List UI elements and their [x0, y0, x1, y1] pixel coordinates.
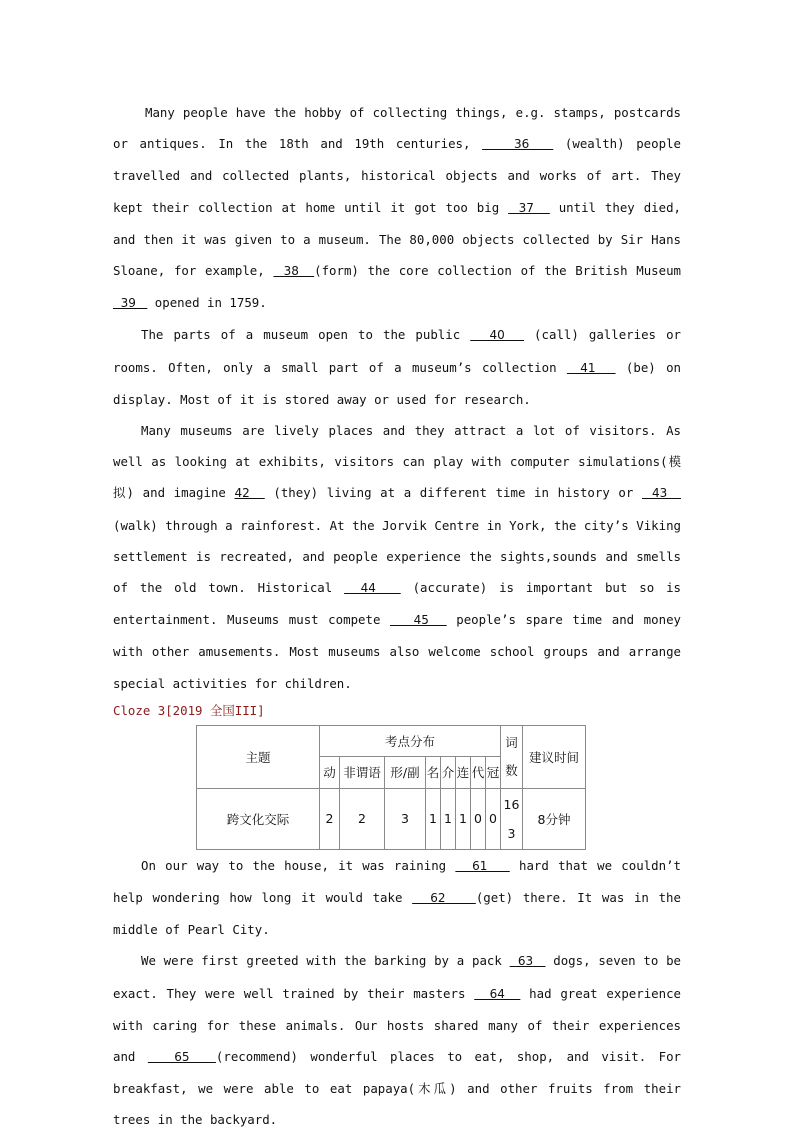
- blank-45[interactable]: 45: [389, 613, 447, 628]
- paragraph-5: [113, 945, 749, 1135]
- blank-38[interactable]: 38: [273, 264, 315, 279]
- title-cn: 全国: [209, 702, 235, 718]
- val-prep: 1: [441, 788, 456, 849]
- text: had great experience with caring for these animals. Our hosts shared many of their experiences and: [113, 985, 749, 1065]
- paragraph-4: [113, 850, 681, 946]
- col-article: 冠: [486, 756, 501, 788]
- cloze-3-title: [113, 699, 681, 725]
- val-pron: 0: [471, 788, 486, 849]
- text: people’s spare time and money with other amusements. Most museums also welcome school groups and arrange special activities for children.: [113, 612, 681, 691]
- text: dogs, seven to be exact. They were well trained by their masters: [113, 953, 682, 1001]
- val-conj: 1: [456, 788, 471, 849]
- text: (they) living at a different time in history or: [264, 485, 642, 501]
- col-verb: 动: [320, 756, 340, 788]
- theme-value: 跨文化交际: [197, 788, 320, 849]
- blank-61[interactable]: 61: [455, 858, 510, 873]
- text: (wealth) people travelled and collected plants, historical objects and works of art. They kept their collection at home until it got too big: [113, 136, 681, 215]
- blank-63[interactable]: 63: [509, 954, 546, 969]
- suggested-time-value: 8分钟: [523, 788, 586, 849]
- col-noun: 名: [426, 756, 441, 788]
- text: (be) on display. Most of it is stored away or used for research.: [113, 359, 681, 407]
- val-nonfinite: 2: [340, 788, 385, 849]
- word-count-header: [501, 725, 523, 788]
- blank-36[interactable]: 36: [482, 137, 554, 152]
- col-prep: 介: [441, 756, 456, 788]
- word-count-label: 词数: [505, 734, 518, 778]
- title-end: III]: [234, 702, 265, 718]
- text: until they died, and then it was given to a museum. The 80,000 objects collected by Sir Hans Sloane, for example,: [113, 199, 681, 279]
- theme-header: 主题: [197, 725, 320, 788]
- col-nonfinite: 非谓语: [340, 756, 385, 788]
- text: opened in 1759.: [147, 295, 267, 311]
- blank-40[interactable]: 40: [470, 328, 524, 343]
- word-count-a: 16: [503, 796, 520, 812]
- blank-64[interactable]: 64: [474, 986, 521, 1001]
- text: (get) there. It was in the middle of Pearl City.: [113, 890, 681, 938]
- blank-43[interactable]: 43: [641, 486, 682, 501]
- blank-44[interactable]: 44: [344, 581, 401, 596]
- col-conj: 连: [456, 756, 471, 788]
- blank-37[interactable]: 37: [508, 200, 550, 215]
- suggested-time-header: 建议时间: [523, 725, 586, 788]
- blank-62[interactable]: 62: [412, 891, 476, 906]
- title-text: Cloze 3[2019: [113, 702, 210, 718]
- text: On our way to the house, it was raining: [141, 857, 456, 873]
- col-pron: 代: [471, 756, 486, 788]
- val-adj-adv: 3: [385, 788, 426, 849]
- blank-39[interactable]: 39: [113, 296, 148, 311]
- word-count-b: 3: [507, 825, 516, 841]
- val-noun: 1: [426, 788, 441, 849]
- blank-41[interactable]: 41: [566, 360, 616, 375]
- text: Many people have the hobby of collecting things, e.g. stamps, postcards or antiques. In the 18th and 19th centuries,: [113, 105, 681, 152]
- text: (accurate) is important but so is entertainment. Museums must compete: [113, 580, 681, 628]
- paragraph-3: [113, 415, 681, 699]
- text: We were first greeted with the barking by a pack: [141, 953, 510, 969]
- text: (recommend) wonderful places to eat, shop, and visit. For breakfast, we were able to eat papaya(木瓜) and other fruits from their trees in the backyard.: [113, 1049, 681, 1128]
- paragraph-2: [113, 319, 681, 415]
- word-count-value: [501, 788, 523, 849]
- text: (call) galleries or rooms. Often, only a small part of a museum’s collection: [113, 327, 681, 375]
- col-adj-adv: 形/副: [385, 756, 426, 788]
- cloze-info-table: [196, 725, 586, 850]
- text: (form) the core collection of the British Museum: [314, 263, 682, 279]
- text: Many museums are lively places and they attract a lot of visitors. As well as looking at exhibits, visitors can play with computer simulations(模拟) and imagine: [113, 423, 681, 501]
- text: (walk) through a rainforest. At the Jorvik Centre in York, the city’s Viking settlement is recreated, and people experience the sights,sounds and smells of the old town. Historical: [113, 517, 681, 596]
- document-page: [113, 97, 749, 1136]
- blank-65[interactable]: 65: [147, 1050, 216, 1065]
- text: The parts of a museum open to the public: [141, 327, 471, 343]
- text: hard that we couldn’t help wondering how long it would take: [113, 857, 681, 906]
- distribution-header: 考点分布: [320, 725, 501, 756]
- val-verb: 2: [320, 788, 340, 849]
- paragraph-1: [113, 97, 681, 319]
- blank-42[interactable]: 42: [234, 486, 265, 501]
- val-article: 0: [486, 788, 501, 849]
